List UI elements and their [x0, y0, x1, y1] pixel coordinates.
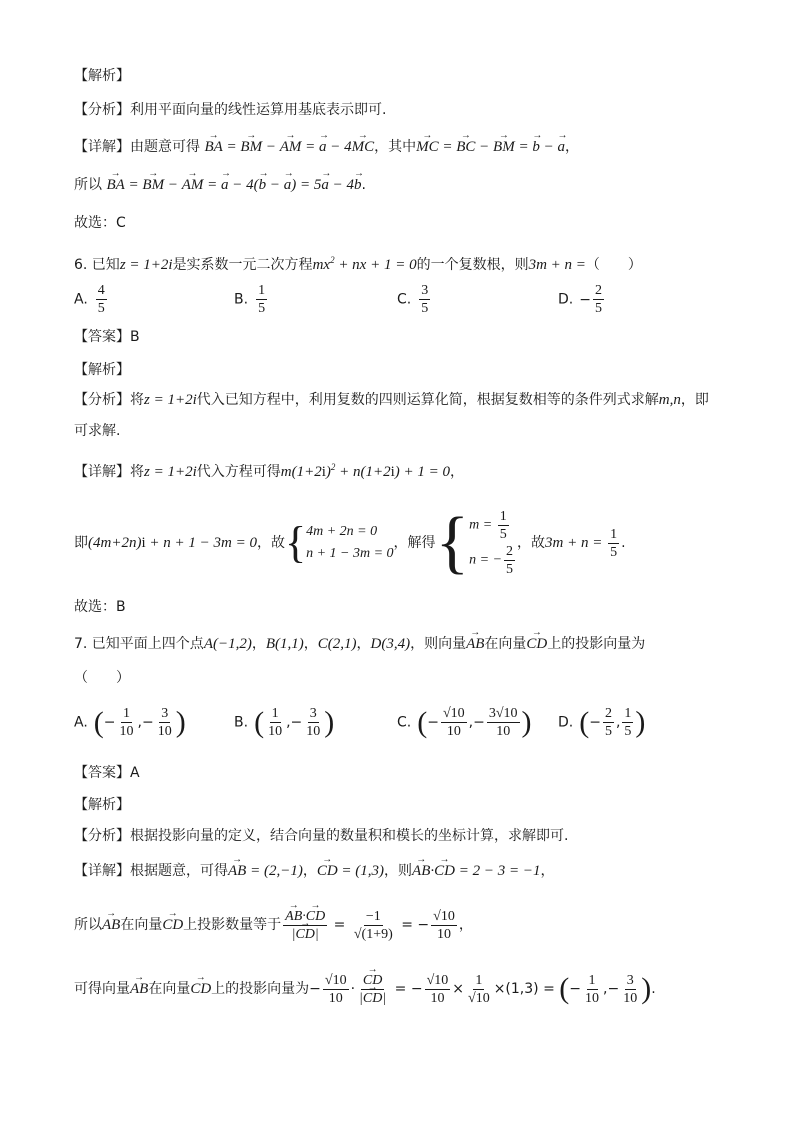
- answer-6: 【答案】B: [74, 329, 140, 345]
- option-6-a: A. $\frac{4}{5}$: [74, 283, 105, 316]
- analysis-7: 【分析】根据投影向量的定义，结合向量的数量积和模长的坐标计算，求解即可.: [74, 828, 569, 844]
- detail-7-vector: 可得向量→ AB在向量→ CD上的投影向量为− $\frac{√10}{10}$ · → $\frac{CD}{|\to CD|}$ = − $\frac{√10}{10}$ × $\frac{1}{√10}$ ×(1,3) = (− $\frac{1}{10}$ ,− $\frac{3}{10}$ ).: [74, 962, 656, 1016]
- analysis-6: 【分析】将z = 1+2i代入已知方程中，利用复数的四则运算化简，根据复数相等的条件列式求解m,n，即: [74, 392, 709, 408]
- option-7-c: C. (− $\frac{√10}{10}$ ,− $\frac{3√10}{10}$ ): [397, 705, 532, 739]
- detail-7: 【详解】根据题意，可得→ AB = (2,−1)，→ CD = (1,3)，则→ AB·→ CD = 2 − 3 = −1，: [74, 861, 554, 881]
- analysis-header-6: 【解析】: [74, 362, 130, 378]
- analysis-text: 【分析】利用平面向量的线性运算用基底表示即可.: [74, 102, 387, 118]
- analysis-header: 【解析】: [74, 68, 130, 84]
- detail-6: 【详解】将z = 1+2i代入方程可得$m(1+2i)^2 + n(1+2i) + 1 = 0$，: [74, 462, 465, 480]
- question-6: 6. 已知z = 1+2i是实系数一元二次方程$mx^2$ + nx + 1 = 0的一个复数根，则3m + n =（ ）: [74, 255, 642, 273]
- option-6-b: B. $\frac{1}{5}$: [234, 283, 266, 316]
- option-7-d: D. (− $\frac{2}{5}$ , $\frac{1}{5}$ ): [558, 705, 646, 739]
- analysis-header-7: 【解析】: [74, 797, 130, 813]
- detail-6-system: 即(4m+2n)i + n + 1 − 3m = 0，故{ 4m + 2n = 0 n + 1 − 3m = 0 ，解得{ m = $\frac{1}{5}$ n = − $\frac{2}{5}$ ，故3m + n = $\frac{1}{5}$ .: [74, 504, 626, 581]
- detail-line-1: 【详解】由题意可得 → BA = → BM − → AM = → a − 4→ MC，其中→ MC = → BC − → BM = → b − → a，: [74, 137, 579, 157]
- choice-result-5: 故选：C: [74, 215, 126, 231]
- detail-7-projection: 所以→ AB在向量→ CD上投影数量等于 → $\frac{AB\cdot\to CD}{|\to CD|}$ = $\frac{-1}{√(1+9)}$ = − $\frac{√10}{10}$ ，: [74, 898, 473, 952]
- question-7: 7. 已知平面上四个点A(−1,2)，B(1,1)，C(2,1)，D(3,4)，则向量→ AB在向量→ CD上的投影向量为: [74, 634, 645, 654]
- choice-result-6: 故选：B: [74, 599, 126, 615]
- answer-7: 【答案】A: [74, 765, 140, 781]
- detail-line-2: 所以 → BA = → BM − → AM = → a − 4(→ b − → a) = 5→ a − 4→ b.: [74, 175, 366, 195]
- option-6-d: D. − $\frac{2}{5}$: [558, 283, 602, 316]
- option-7-b: B. ( $\frac{1}{10}$ ,− $\frac{3}{10}$ ): [234, 705, 335, 739]
- option-6-c: C. $\frac{3}{5}$: [397, 283, 429, 316]
- option-7-a: A. (− $\frac{1}{10}$ ,− $\frac{3}{10}$ ): [74, 705, 186, 739]
- question-7-cont: （ ）: [74, 670, 130, 686]
- analysis-6-cont: 可求解.: [74, 423, 121, 439]
